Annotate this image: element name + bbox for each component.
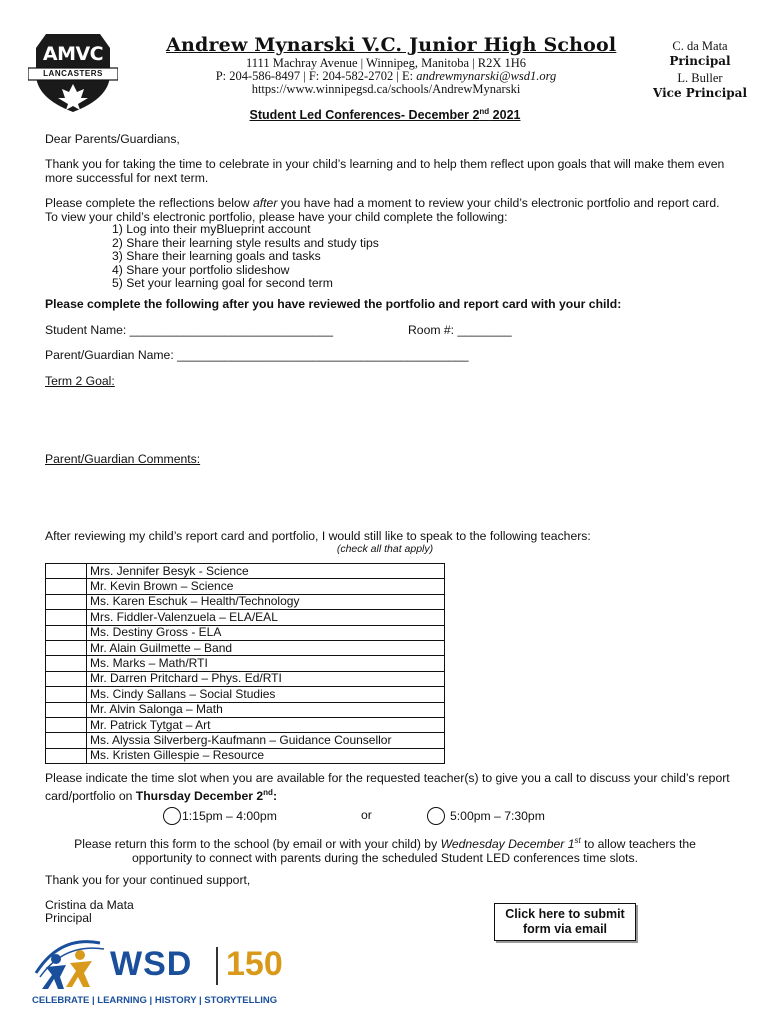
closing-thanks: Thank you for your continued support,	[45, 873, 251, 887]
instructions-paragraph: Please complete the reflections below after you have had a moment to review your child’s electronic portfolio and report card. To view your child’s electronic portfolio, please have your child complete the following:	[45, 196, 720, 224]
intro-paragraph: Thank you for taking the time to celebrate in your child’s learning and to help them reflect upon goals that will make them even more successful for next term.	[45, 157, 725, 185]
document-title: Student Led Conferences- December 2nd 2021	[249, 107, 521, 123]
radio-button[interactable]	[427, 807, 445, 825]
signer-name: Cristina da Mata	[45, 898, 134, 912]
principal-block	[640, 39, 760, 69]
table-row	[46, 594, 445, 609]
people-figures-icon	[30, 933, 112, 993]
teacher-name: Mr. Alain Guilmette – Band	[87, 640, 445, 655]
room-number-field[interactable]: Room #: ________	[408, 323, 512, 337]
vp-title: Vice Principal	[653, 86, 747, 100]
vp-name: L. Buller	[677, 71, 723, 85]
school-address: 1111 Machray Avenue | Winnipeg, Manitoba | R2X 1H6	[245, 56, 527, 70]
teacher-checkbox[interactable]	[46, 656, 87, 671]
teacher-name: Ms. Kristen Gillespie – Resource	[87, 748, 445, 763]
comments-field[interactable]	[45, 470, 735, 525]
school-website[interactable]: https://www.winnipegsd.ca/schools/AndrewMynarski	[251, 82, 521, 96]
teacher-checkbox[interactable]	[46, 625, 87, 640]
table-row	[46, 579, 445, 594]
greeting: Dear Parents/Guardians,	[45, 132, 180, 146]
teacher-checkbox[interactable]	[46, 640, 87, 655]
teacher-checkbox[interactable]	[46, 564, 87, 579]
or-text: or	[361, 808, 372, 822]
slot-label: 1:15pm – 4:00pm	[182, 809, 277, 823]
timeslot-option-2[interactable]	[427, 807, 545, 825]
table-row	[46, 671, 445, 686]
footer-tagline: CELEBRATE | LEARNING | HISTORY | STORYTELLING	[32, 995, 278, 1006]
comments-label: Parent/Guardian Comments:	[45, 452, 201, 466]
radio-button[interactable]	[163, 807, 181, 825]
teacher-name: Mr. Alvin Salonga – Math	[87, 702, 445, 717]
teacher-name: Mr. Patrick Tytgat – Art	[87, 717, 445, 732]
teacher-checkbox[interactable]	[46, 748, 87, 763]
phone-fax: P: 204-586-8497 | F: 204-582-2702 | E:	[215, 69, 417, 83]
teacher-name: Ms. Alyssia Silverberg-Kaufmann – Guidance Counsellor	[87, 733, 445, 748]
teachers-note: (check all that apply)	[336, 543, 434, 555]
teacher-name: Mr. Kevin Brown – Science	[87, 579, 445, 594]
vp-block	[640, 71, 760, 101]
teacher-checkbox[interactable]	[46, 610, 87, 625]
teacher-checkbox[interactable]	[46, 733, 87, 748]
table-row	[46, 717, 445, 732]
teacher-checkbox[interactable]	[46, 671, 87, 686]
timeslot-paragraph: Please indicate the time slot when you are available for the requested teacher(s) to give you a call to discuss your child’s report card/portfolio on Thursday December 2nd:	[45, 771, 730, 803]
list-item: 3) Share their learning goals and tasks	[112, 249, 321, 263]
table-row	[46, 656, 445, 671]
term2-goal-label: Term 2 Goal:	[45, 374, 115, 388]
parent-name-field[interactable]: Parent/Guardian Name: ___________________________________________	[45, 348, 469, 362]
teacher-checkbox[interactable]	[46, 702, 87, 717]
teacher-name: Mrs. Fiddler-Valenzuela – ELA/EAL	[87, 610, 445, 625]
teacher-name: Ms. Karen Eschuk – Health/Technology	[87, 594, 445, 609]
signer-title: Principal	[45, 911, 92, 925]
email-link[interactable]: andrewmynarski@wsd1.org	[416, 69, 557, 83]
teachers-checklist	[45, 563, 445, 764]
teacher-name: Ms. Destiny Gross - ELA	[87, 625, 445, 640]
logo-banner-text: LANCASTERS	[43, 69, 103, 78]
school-crest-logo	[28, 28, 118, 114]
principal-name: C. da Mata	[672, 39, 728, 53]
teachers-intro: After reviewing my child’s report card and portfolio, I would still like to speak to the following teachers:	[45, 529, 591, 543]
teacher-name: Ms. Cindy Sallans – Social Studies	[87, 687, 445, 702]
table-row	[46, 748, 445, 763]
table-row	[46, 687, 445, 702]
teacher-checkbox[interactable]	[46, 579, 87, 594]
school-name: Andrew Mynarski V.C. Junior High School	[166, 34, 617, 56]
list-item: 2) Share their learning style results and study tips	[112, 235, 379, 250]
student-name-field[interactable]: Student Name: ______________________________	[45, 323, 334, 337]
teacher-checkbox[interactable]	[46, 717, 87, 732]
timeslot-option-1[interactable]	[163, 807, 277, 825]
principal-title: Principal	[669, 54, 731, 68]
teacher-checkbox[interactable]	[46, 687, 87, 702]
list-item: 5) Set your learning goal for second term	[112, 276, 333, 290]
return-instructions: Please return this form to the school (by email or with your child) by Wednesday December 1st to allow teachers the opportunity to connect with parents during the scheduled Student LED conferences time slots.	[74, 836, 696, 865]
wsd-150-wordmark: 150	[226, 945, 283, 983]
table-row	[46, 702, 445, 717]
table-row	[46, 625, 445, 640]
teacher-name: Mr. Darren Pritchard – Phys. Ed/RTI	[87, 671, 445, 686]
list-item: 4) Share your portfolio slideshow	[112, 262, 290, 277]
table-row	[46, 733, 445, 748]
teacher-name: Mrs. Jennifer Besyk - Science	[87, 564, 445, 579]
wordmark-divider	[216, 947, 218, 985]
wsd150-logo	[30, 933, 330, 1013]
list-item: 1) Log into their myBlueprint account	[112, 222, 311, 236]
term2-goal-field[interactable]	[45, 392, 735, 447]
slot-label: 5:00pm – 7:30pm	[450, 809, 545, 823]
teacher-checkbox[interactable]	[46, 594, 87, 609]
teacher-name: Ms. Marks – Math/RTI	[87, 656, 445, 671]
portfolio-steps-list	[112, 223, 379, 291]
submit-email-button[interactable]: Click here to submit form via email	[494, 903, 636, 941]
table-row	[46, 640, 445, 655]
wsd-wordmark: WSD	[110, 945, 193, 983]
form-instruction: Please complete the following after you have reviewed the portfolio and report card with your child:	[45, 297, 622, 311]
table-row	[46, 610, 445, 625]
table-row	[46, 564, 445, 579]
logo-text: AMVC	[42, 43, 104, 65]
